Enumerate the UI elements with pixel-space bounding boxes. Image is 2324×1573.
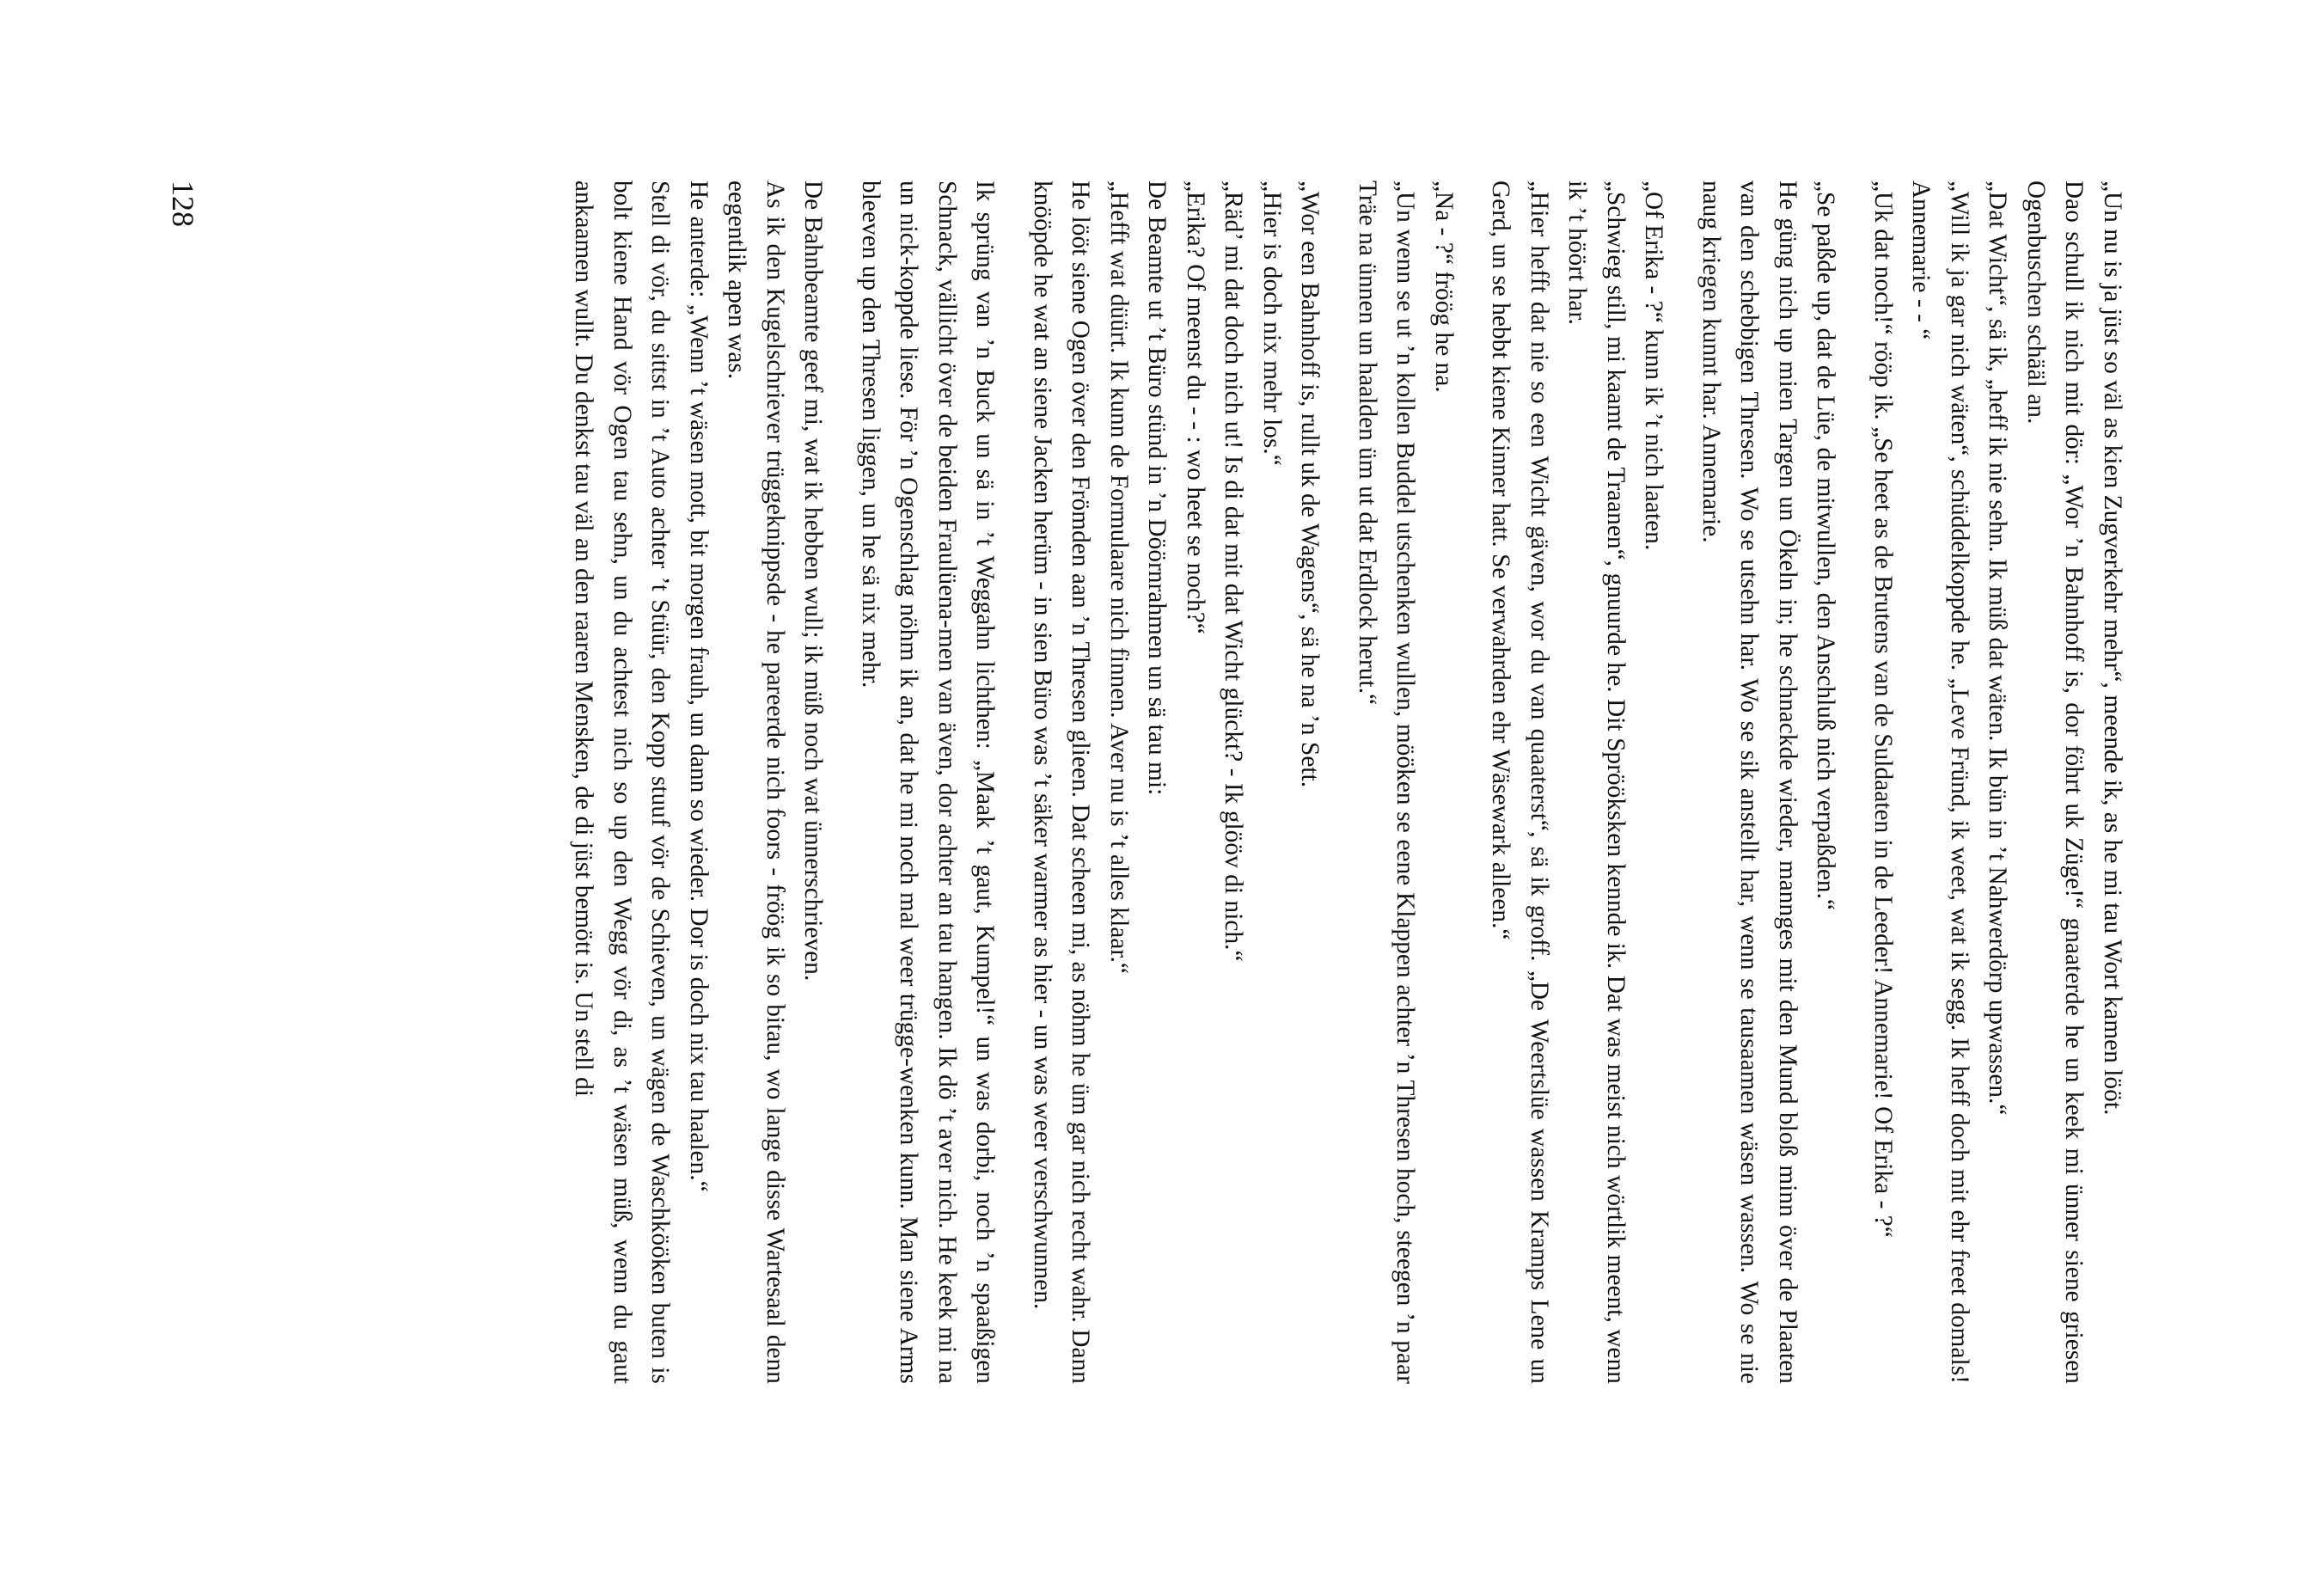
paragraph: Stell di vör, du sittst in ’t Auto achter ’t Stüür, den Kopp stuuf vör de Schieven, un wägen de Waschkööken buten is bolt kiene Hand vör Ogen tau sehn, un du achtest nich so up den Wegg vör di, as ’t wäsen müß, wenn du gaut ankaamen wullt. Du denkst tau väl an den raaren Mensken, de di jüst bemött is. Un stell di	[570, 181, 675, 1384]
paragraph: He güng nich up mien Targen un Ökeln in; he schnackde wieder, mannges mit den Mund bloß minn över de Plaaten van den schebbigen Thresen. Wo se utsehn har. Wo se sik anstellt har, wenn se tausaamen wäsen wassen. Wo se nie naug kriegen kunnt har. Annemarie.	[1697, 181, 1801, 1384]
paragraph: „Dat Wicht“, sä ik, „heff ik nie sehn. Ik müß dat wäten. Ik bün in ’t Nahwerdörp upwassen.“	[1984, 181, 2012, 1116]
paragraph: „Erika? Of meenst du - - : wo heet se noch?“	[1182, 181, 1209, 634]
page-number: 128	[166, 181, 200, 227]
paragraph: Ik sprüng van ’n Buck un sä in ’t Weggahn lichthen: „Maak ’t gaut, Kumpel!“ un was dorbi, noch ’n spaaßigen Schnack, vällicht över de beiden Fraulüena-men van även, dor achter an tau hangen. Ik dö ’t aver nich. He keek mi na un nick-koppde liese. För ’n Ogenschlag nöhm ik an, dat he mi noch mal weer trügge-wenken kunn. Man siene Arms bleeven up den Thresen liggen, un he sä nix mehr.	[857, 181, 1000, 1384]
paragraph: „Will ik ja gar nich wäten“, schüddelkoppde he. „Leve Fründ, ik weet, wat ik segg. Ik heff doch mit ehr freet domals! Annemarie - - “	[1907, 181, 1973, 1384]
paragraph: „Schwieg still, mi kaamt de Traanen“, gnuurde he. Dit Sprööksken kennde ik. Dat was meist nich wörtlik meent, wenn ik ’t höört har.	[1563, 181, 1630, 1384]
text-body	[565, 181, 2131, 1384]
paragraph: „Uk dat noch!“ rööp ik. „Se heet as de Brutens van de Suldaaten in de Leeder! Annemarie! Of Erika - ?“	[1869, 181, 1897, 1238]
paragraph: Dao schull ik nich mit dör: „Wor ’n Bahnhoff is, dor föhrt uk Züge!“ gnaaterde he un keek mi ünner siene griesen Ogenbuschen schääl an.	[2022, 181, 2089, 1384]
paragraph: As ik den Kugelschriever trüggeknippsde - he pareerde nich foors - fröög ik so bitau, wo lange disse Wartesaal denn eegentlik apen was.	[723, 181, 789, 1384]
paragraph: „Wor een Bahnhoff is, rullt uk de Wagens“, sä he na ’n Sett.	[1296, 181, 1324, 788]
paragraph: De Bahnbeamte geef mi, wat ik hebben wull; ik müß noch wat ünnerschrieven.	[799, 181, 828, 982]
paragraph: „Hier is doch nix mehr los.“	[1258, 181, 1286, 466]
paragraph: De Beamte ut ’t Büro stünd in ’n Döörnrahmen un sä tau mi:	[1143, 181, 1171, 796]
paragraph: „Of Erika - ?“ kunn ik ’t nich laaten.	[1640, 181, 1668, 551]
paragraph: „Un nu is ja jüst so väl as kien Zugverkehr mehr“, meende ik, as he mi tau Wort kamen lööt.	[2099, 181, 2126, 1116]
paragraph: „Hefft wat düürt. Ik kunn de Formulaare nich finnen. Aver nu is ’t alles klaar.“	[1105, 181, 1133, 975]
paragraph: He lööt siene Ogen över den Frömden aan ’n Thresen glieen. Dat scheen mi, as nöhm he üm gar nich recht wahr. Dann knööpde he wat an siene Jacken herüm - in sien Büro was ’t säker warmer as hier - un was weer verschwunnen.	[1029, 181, 1095, 1384]
paragraph: „Hier hefft dat nie so een Wicht gäven, wor du van quaaterst“, sä ik groff. „De Weertslüe wassen Kramps Lene un Gerd, un se hebbt kiene Kinner hatt. Se verwahrden ehr Wäsewark alleen.“	[1487, 181, 1553, 1384]
paragraph: „Na - ?“ fröög he na.	[1430, 181, 1458, 393]
document-page	[103, 181, 2131, 1384]
paragraph: „Se paßde up, dat de Lüe, de mitwullen, den Anschluß nich verpaßden.“	[1812, 181, 1840, 911]
paragraph: „Un wenn se ut ’n kollen Buddel utschenken wullen, mööken se eene Klappen achter ’n Thresen hoch, steegen ’n paar Träe na ünnen un haalden üm ut dat Erdlock herut.“	[1354, 181, 1420, 1384]
paragraph: He anterde: „Wenn ’t wäsen mott, bit morgen frauh, un dann so wieder. Dor is doch nix tau haalen.“	[685, 181, 712, 1192]
paragraph: „Räd’ mi dat doch nich ut! Is di dat mit dat Wicht glückt? - Ik glööv di nich.“	[1220, 181, 1248, 962]
